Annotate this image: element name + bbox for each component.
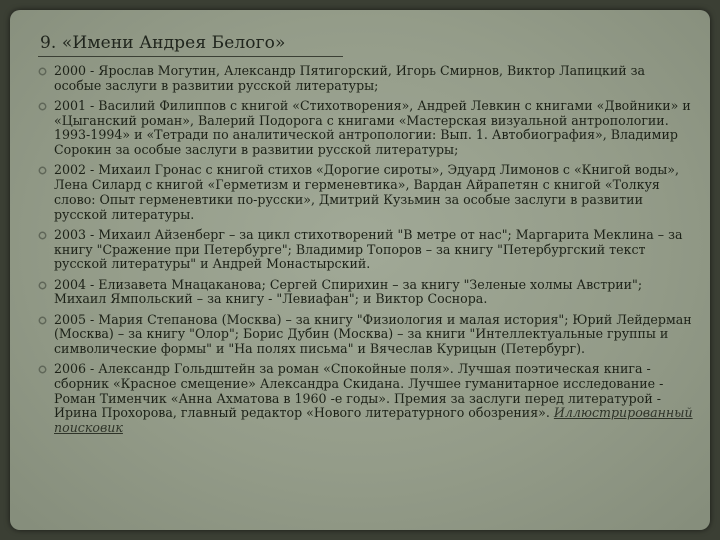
list-item-text: 2001 - Василий Филиппов с книгой «Стихотворения», Андрей Левкин с книгами «Двойники» и «Цыганский роман», Валерий Подорога с книгами «Мастерская визуальной антропологии. 1993-1994» и «Тетради по аналитической антропологии: Вып. 1. Автобиография», Владимир Сорокин за особые заслуги в развитии русской литературы; xyxy=(54,98,691,158)
list-item-text: 2006 - Александр Гольдштейн за роман «Спокойные поля». Лучшая поэтическая книга - сборник «Красное смещение» Александра Скидана. Лучшее гуманитарное исследование - Роман Тименчик «Анна Ахматова в 1960 -е годы». Премия за заслуги перед литературой - Ирина Прохорова, главный редактор «Нового литературного обозрения». xyxy=(54,361,664,421)
ring-bullet-icon xyxy=(38,231,47,240)
ring-bullet-icon xyxy=(38,316,47,325)
ring-bullet-icon xyxy=(38,166,47,175)
title-underline xyxy=(38,56,343,57)
award-list xyxy=(54,64,694,441)
list-item-text: 2003 - Михаил Айзенберг – за цикл стихотворений "В метре от нас"; Маргарита Меклина – за книгу "Сражение при Петербурге"; Владимир Топоров – за книгу "Петербургский текст русской литературы" и Андрей Монастырский. xyxy=(54,226,683,272)
list-item xyxy=(54,228,694,272)
ring-bullet-icon xyxy=(38,102,47,111)
list-item-text: 2002 - Михаил Гронас с книгой стихов «Дорогие сироты», Эдуард Лимонов с «Книгой воды», Лена Силард с книгой «Герметизм и герменевтика», Вардан Айрапетян с книгой «Толкуя слово: Опыт герменевтики по-русски», Дмитрий Кузьмин за особые заслуги в развитии русской литературы. xyxy=(54,162,679,222)
ring-bullet-icon xyxy=(38,281,47,290)
list-item xyxy=(54,278,694,307)
list-item-text: 2000 - Ярослав Могутин, Александр Пятигорский, Игорь Смирнов, Виктор Лапицкий за особые заслуги в развитии русской литературы; xyxy=(54,63,646,93)
list-item xyxy=(54,64,694,93)
ring-bullet-icon xyxy=(38,67,47,76)
list-item xyxy=(54,99,694,158)
list-item-text: 2005 - Мария Степанова (Москва) – за книгу "Физиология и малая история"; Юрий Лейдерман (Москва) – за книгу "Олор"; Борис Дубин (Москва) – за книги "Интеллектуальные группы и символические формы" и "На полях письма" и Вячеслав Курицын (Петербург). xyxy=(54,311,692,356)
list-item xyxy=(54,163,694,222)
slide-title: 9. «Имени Андрея Белого» xyxy=(40,33,286,53)
list-item xyxy=(54,313,694,357)
list-item-text: 2004 - Елизавета Мнацаканова; Сергей Спирихин – за книгу "Зеленые холмы Австрии"; Михаил Ямпольский – за книгу - "Левиафан"; и Виктор Соснора. xyxy=(54,276,643,307)
list-item xyxy=(54,362,694,436)
search-link[interactable]: Иллюстрированный поисковик xyxy=(54,405,693,436)
ring-bullet-icon xyxy=(38,365,47,374)
slide-panel xyxy=(10,10,710,530)
